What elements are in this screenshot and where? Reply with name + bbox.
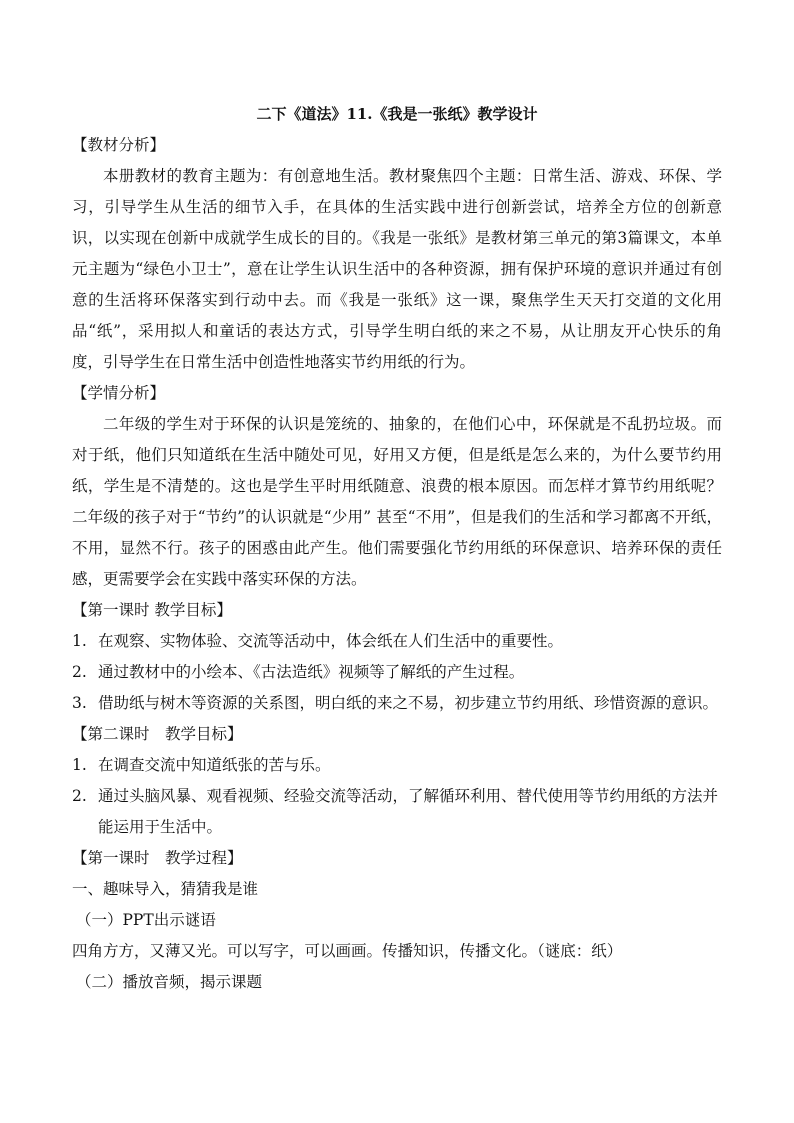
- process-substep: （二）播放音频，揭示课题: [76, 973, 263, 991]
- lesson2-goal-item: 1. 在调查交流中知道纸张的苦与乐。: [72, 756, 331, 774]
- document-title: 二下《道法》11.《我是一张纸》教学设计: [256, 105, 538, 123]
- lesson1-process-heading: 【第一课时 教学过程】: [72, 849, 243, 867]
- process-step-heading: 一、趣味导入，猜猜我是谁: [72, 880, 259, 898]
- student-analysis-heading: 【学情分析】: [72, 384, 166, 402]
- lesson1-goal-item: 3. 借助纸与树木等资源的关系图，明白纸的来之不易，初步建立节约用纸、珍惜资源的意识。: [72, 694, 719, 712]
- lesson2-goal-item: 2. 通过头脑风暴、观看视频、经验交流等活动，了解循环利用、替代使用等节约用纸的方法并能运用于生活中。: [72, 787, 719, 836]
- lesson2-goals-heading: 【第二课时 教学目标】: [72, 725, 243, 743]
- material-analysis-text: 本册教材的教育主题为：有创意地生活。教材聚焦四个主题：日常生活、游戏、环保、学习，引导学生从生活的细节入手，在具体的生活实践中进行创新尝试，培养全方位的创新意识，以实现在创新中成就学生成长的目的。《我是一张纸》是教材第三单元的第3篇课文，本单元主题为“绿色小卫士”，意在让学生认识生活中的各种资源，拥有保护环境的意识并通过有创意的生活将环保落实到行动中去。而《我是一张纸》这一课，聚焦学生天天打交道的文化用品“纸”，采用拟人和童话的表达方式，引导学生明白纸的来之不易，从让朋友开心快乐的角度，引导学生在日常生活中创造性地落实节约用纸的行为。: [72, 167, 722, 371]
- riddle-text: 四角方方，又薄又光。可以写字，可以画画。传播知识，传播文化。（谜底：纸）: [72, 942, 623, 960]
- material-analysis-heading: 【教材分析】: [72, 136, 166, 154]
- lesson1-goals-heading: 【第一课时 教学目标】: [72, 601, 232, 619]
- student-analysis-text: 二年级的学生对于环保的认识是笼统的、抽象的，在他们心中，环保就是不乱扔垃圾。而对于纸，他们只知道纸在生活中随处可见，好用又方便，但是纸是怎么来的，为什么要节约用纸，学生是不清楚的。这也是学生平时用纸随意、浪费的根本原因。而怎样才算节约用纸呢？二年级的孩子对于“节约”的认识就是“少用” 甚至“不用”，但是我们的生活和学习都离不开纸，不用，显然不行。孩子的困惑由此产生。他们需要强化节约用纸的环保意识、培养环保的责任感，更需要学会在实践中落实环保的方法。: [72, 415, 722, 588]
- lesson1-goal-item: 2. 通过教材中的小绘本、《古法造纸》视频等了解纸的产生过程。: [72, 663, 525, 681]
- process-substep: （一）PPT出示谜语: [76, 911, 216, 929]
- lesson1-goal-item: 1. 在观察、实物体验、交流等活动中，体会纸在人们生活中的重要性。: [72, 632, 564, 650]
